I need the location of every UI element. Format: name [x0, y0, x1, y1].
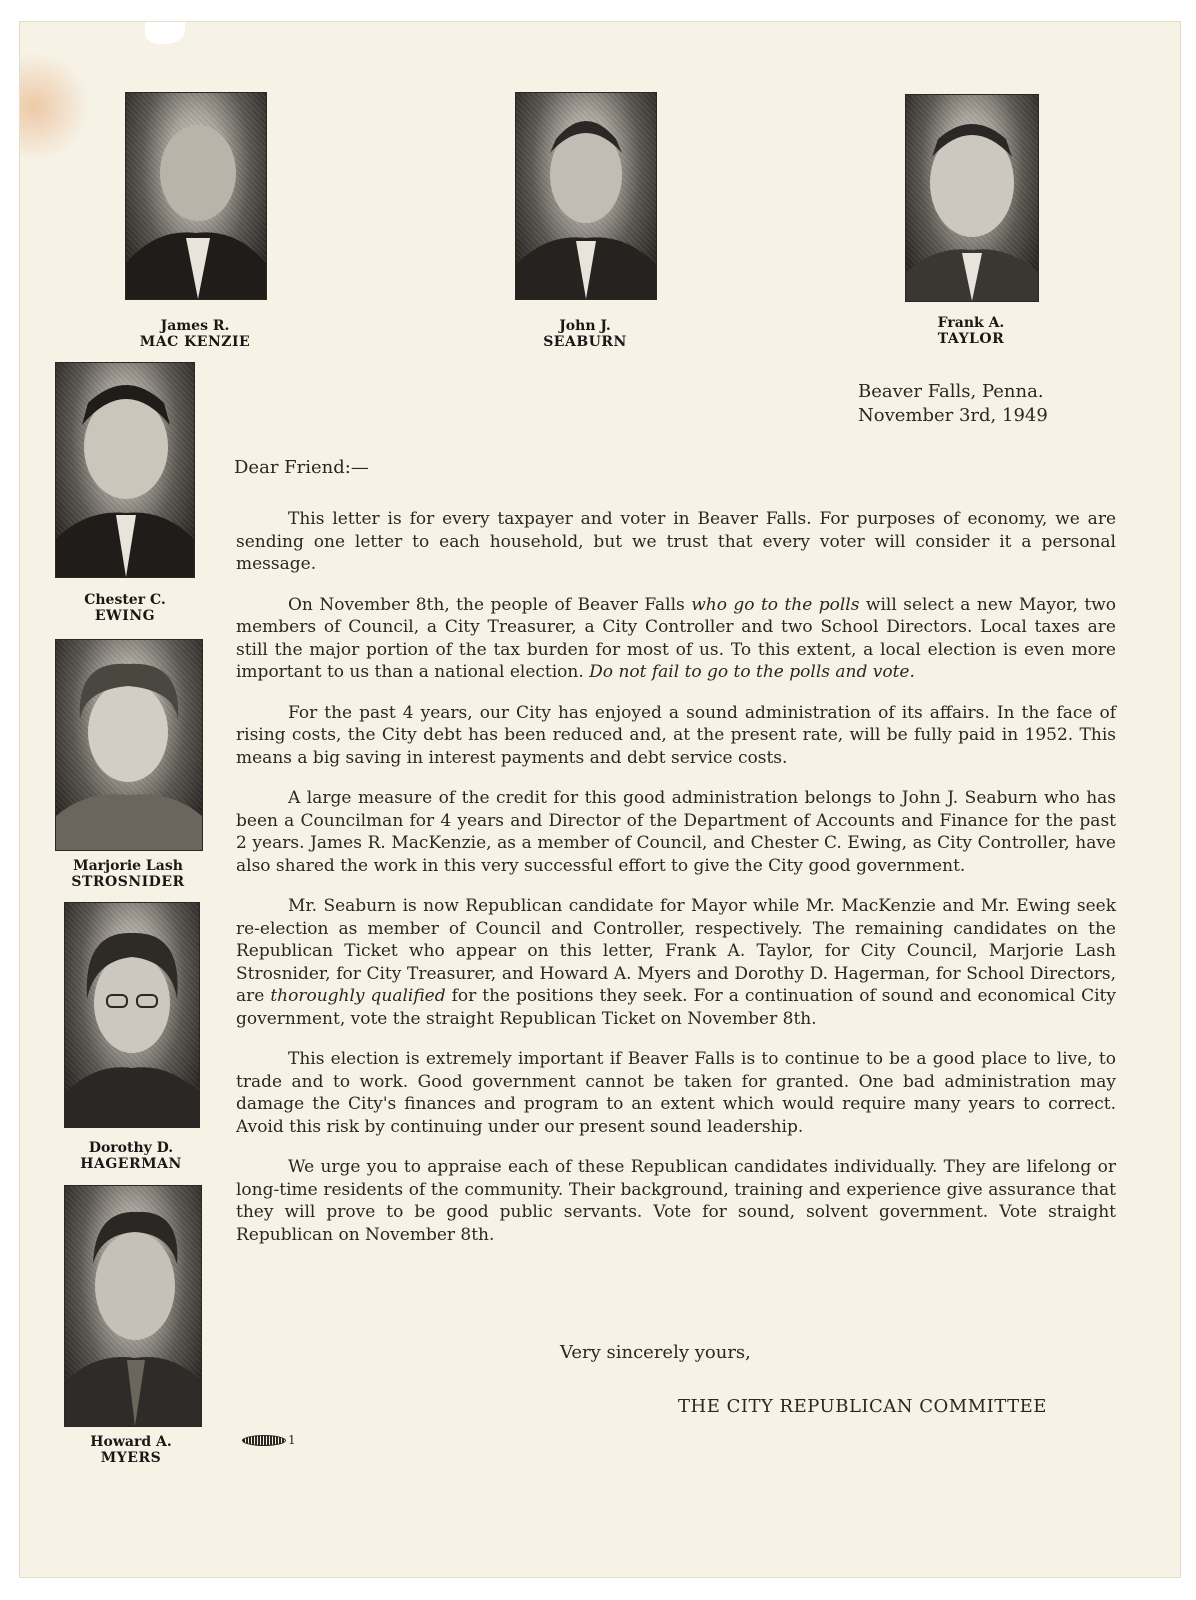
caption-first-name: Marjorie Lash	[73, 858, 183, 874]
portrait-ewing	[55, 362, 195, 578]
portrait-taylor	[905, 94, 1039, 302]
paragraph-5-emphasis: thoroughly qualified	[270, 986, 446, 1006]
paragraph-2-part-c: will select a new Mayor, two members of Council, a City Treasurer, a City Controller and two School Directors. Local taxes are still the major portion of the tax burden for most of us. To this extent, a local election is even more important to us than a national election.	[236, 594, 1116, 682]
salutation: Dear Friend:—	[234, 457, 369, 478]
caption-mackenzie	[115, 318, 275, 350]
caption-seaburn	[505, 318, 665, 350]
caption-surname: HAGERMAN	[80, 1156, 182, 1172]
caption-hagerman	[51, 1140, 211, 1172]
letter-page	[20, 22, 1180, 1577]
caption-surname: MYERS	[100, 1450, 162, 1466]
paragraph-2	[236, 594, 1116, 684]
portrait-hagerman	[64, 902, 200, 1128]
caption-first-name: Dorothy D.	[88, 1140, 174, 1156]
paper-stain	[20, 52, 90, 162]
caption-surname: EWING	[94, 608, 156, 624]
caption-strosnider	[48, 858, 208, 890]
paragraph-2-emphasis-b: Do not fail to go to the polls and vote.	[589, 662, 915, 682]
caption-surname: STROSNIDER	[71, 874, 185, 890]
caption-surname: TAYLOR	[937, 331, 1005, 347]
union-bug-icon	[242, 1435, 286, 1446]
union-bug	[242, 1433, 296, 1447]
caption-first-name: Chester C.	[84, 592, 166, 608]
union-bug-number: 1	[288, 1433, 296, 1447]
caption-first-name: John J.	[559, 318, 611, 334]
paragraph-5-part-c: for the positions they seek. For a continuation of sound and economical City government, vote the straight Republican Ticket on November 8th.	[236, 986, 1116, 1029]
portrait-mackenzie	[125, 92, 267, 300]
portrait-seaburn	[515, 92, 657, 300]
paragraph-4: A large measure of the credit for this good administration belongs to John J. Seaburn who has been a Councilman for 4 years and Director of the Department of Accounts and Finance for the past 2 years. James R. MacKenzie, as a member of Council, and Chester C. Ewing, as City Controller, have also shared the work in this very successful effort to give the City good government.	[236, 788, 1116, 876]
caption-ewing	[45, 592, 205, 624]
paper-tear	[145, 22, 185, 44]
paragraph-2-emphasis-a: who go to the polls	[691, 594, 860, 615]
dateline-date: November 3rd, 1949	[858, 405, 1048, 426]
paragraph-1: This letter is for every taxpayer and voter in Beaver Falls. For purposes of economy, we are sending one letter to each household, but we trust that every voter will consider it a personal message.	[236, 509, 1116, 574]
paragraph-2-part-a: On November 8th, the people of Beaver Falls	[288, 594, 692, 615]
paragraph-5-part-a: Mr. Seaburn is now Republican candidate for Mayor while Mr. MacKenzie and Mr. Ewing seek re-election as member of Council and Controller, respectively. The remaining candidates on the Republican Ticket who appear on this letter, Frank A. Taylor, for City Council, Marjorie Lash Strosnider, for City Treasurer, and Howard A. Myers and Dorothy D. Hagerman, for School Directors, are	[236, 896, 1116, 1006]
dateline-place: Beaver Falls, Penna.	[858, 381, 1044, 402]
caption-first-name: Frank A.	[937, 315, 1005, 331]
caption-surname: MAC KENZIE	[139, 334, 251, 350]
dateline	[858, 380, 1048, 428]
signature: THE CITY REPUBLICAN COMMITTEE	[678, 1396, 1047, 1417]
closing: Very sincerely yours,	[560, 1342, 751, 1363]
portrait-myers	[64, 1185, 202, 1427]
paragraph-6: This election is extremely important if Beaver Falls is to continue to be a good place to live, to trade and to work. Good government cannot be taken for granted. One bad administration may damage the City's finances and program to an extent which would require many years to correct. Avoid this risk by continuing under our present sound leadership.	[236, 1049, 1116, 1137]
caption-taylor	[891, 315, 1051, 347]
caption-myers	[51, 1434, 211, 1466]
portrait-strosnider	[55, 639, 203, 851]
paragraph-7: We urge you to appraise each of these Republican candidates individually. They are lifelong or long-time residents of the community. Their background, training and experience give assurance that they will prove to be good public servants. Vote for sound, solvent government. Vote straight Republican on November 8th.	[236, 1157, 1116, 1245]
letter-body	[236, 508, 1116, 1264]
caption-first-name: Howard A.	[90, 1434, 172, 1450]
paragraph-3: For the past 4 years, our City has enjoyed a sound administration of its affairs. In the face of rising costs, the City debt has been reduced and, at the present rate, will be fully paid in 1952. This means a big saving in interest payments and debt service costs.	[236, 702, 1116, 768]
paragraph-5	[236, 895, 1116, 1030]
caption-first-name: James R.	[160, 318, 230, 334]
caption-surname: SEABURN	[543, 334, 627, 350]
